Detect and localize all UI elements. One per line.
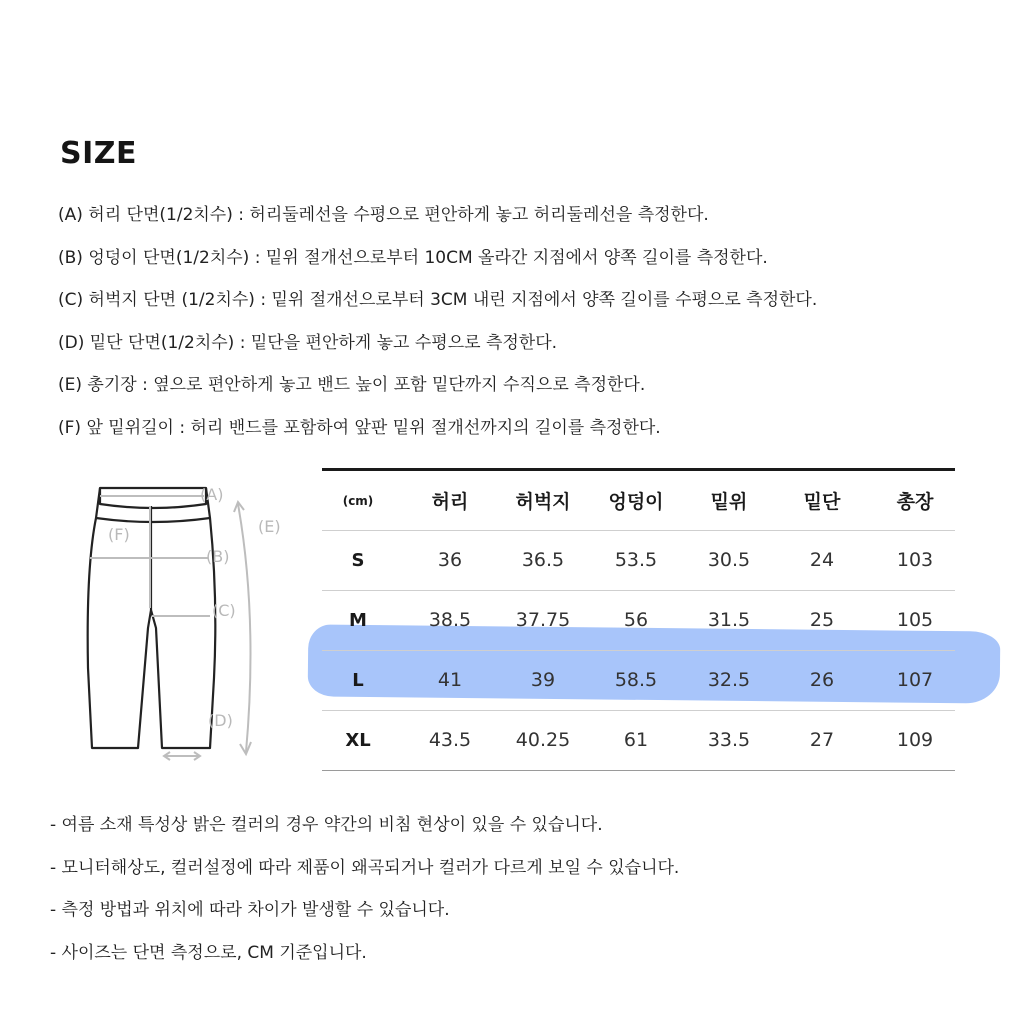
- header-rise: 밑위: [710, 491, 748, 513]
- note-item: - 여름 소재 특성상 밝은 컬러의 경우 약간의 비침 현상이 있을 수 있습니다.: [50, 815, 603, 835]
- size-label: L: [352, 669, 364, 691]
- table-cell: 109: [896, 729, 934, 751]
- table-cell: 41: [437, 669, 463, 691]
- note-item: - 모니터해상도, 컬러설정에 따라 제품이 왜곡되거나 컬러가 다르게 보일 수 있습니다.: [50, 857, 680, 878]
- label-e: (E): [258, 517, 281, 536]
- table-cell: 24: [809, 549, 835, 571]
- table-cell: 39: [530, 669, 556, 691]
- description-hem: (D) 밑단 단면(1/2치수) : 밑단을 편안하게 놓고 수평으로 측정한다.: [58, 332, 558, 353]
- pants-outline: [88, 488, 216, 748]
- table-cell: 58.5: [614, 669, 658, 691]
- description-thigh: (C) 허벅지 단면 (1/2치수) : 밑위 절개선으로부터 3CM 내린 지점에서 양쪽 길이를 수평으로 측정한다.: [58, 290, 818, 310]
- table-row: [322, 530, 955, 591]
- note-item: - 사이즈는 단면 측정으로, CM 기준입니다.: [50, 942, 367, 963]
- description-front-rise: (F) 앞 밑위길이 : 허리 밴드를 포함하여 앞판 밑위 절개선까지의 길이를 측정한다.: [58, 417, 661, 438]
- table-row-highlighted: [322, 650, 955, 711]
- table-cell: 36: [437, 549, 463, 571]
- measurement-descriptions: [58, 200, 988, 455]
- table-cell: 61: [623, 729, 649, 751]
- note-item: - 측정 방법과 위치에 따라 차이가 발생할 수 있습니다.: [50, 900, 450, 920]
- size-table: [322, 468, 955, 774]
- table-cell: 56: [623, 609, 649, 631]
- header-total-length: 총장: [896, 491, 934, 513]
- table-cell: 37.75: [515, 609, 571, 631]
- header-thigh: 허벅지: [515, 491, 571, 513]
- notes-list: [50, 810, 679, 980]
- header-waist: 허리: [431, 491, 469, 513]
- label-a: (A): [200, 485, 224, 504]
- table-cell: 33.5: [707, 729, 751, 751]
- table-cell: 32.5: [707, 669, 751, 691]
- label-c: (C): [212, 601, 236, 620]
- table-cell: 38.5: [428, 609, 472, 631]
- table-cell: 53.5: [614, 549, 658, 571]
- table-cell: 103: [896, 549, 934, 571]
- header-hip: 엉덩이: [608, 491, 664, 513]
- page-title: SIZE: [60, 136, 138, 171]
- label-f: (F): [108, 525, 130, 544]
- table-cell: 27: [809, 729, 835, 751]
- table-cell: 43.5: [428, 729, 472, 751]
- table-cell: 40.25: [515, 729, 571, 751]
- description-hip: (B) 엉덩이 단면(1/2치수) : 밑위 절개선으로부터 10CM 올라간 지점에서 양쪽 길이를 측정한다.: [58, 247, 768, 268]
- pants-diagram: [80, 478, 310, 778]
- table-cell: 36.5: [521, 549, 565, 571]
- label-d: (D): [208, 711, 233, 730]
- table-cell: 107: [896, 669, 934, 691]
- description-waist: (A) 허리 단면(1/2치수) : 허리둘레선을 수평으로 편안하게 놓고 허리둘레선을 측정한다.: [58, 205, 709, 225]
- header-hem: 밑단: [803, 491, 841, 513]
- table-cell: 31.5: [707, 609, 751, 631]
- size-label: M: [349, 609, 367, 631]
- table-cell: 30.5: [707, 549, 751, 571]
- table-cell: 105: [896, 609, 934, 631]
- table-header-row: [322, 471, 955, 531]
- table-cell: 25: [809, 609, 835, 631]
- table-row: [322, 590, 955, 651]
- label-b: (B): [206, 547, 230, 566]
- table-row: [322, 710, 955, 771]
- size-label: S: [351, 549, 365, 571]
- pants-illustration: [80, 478, 310, 778]
- unit-label: (cm): [342, 493, 374, 508]
- description-total-length: (E) 총기장 : 옆으로 편안하게 놓고 밴드 높이 포함 밑단까지 수직으로 측정한다.: [58, 375, 646, 395]
- table-cell: 26: [809, 669, 835, 691]
- size-label: XL: [345, 729, 371, 751]
